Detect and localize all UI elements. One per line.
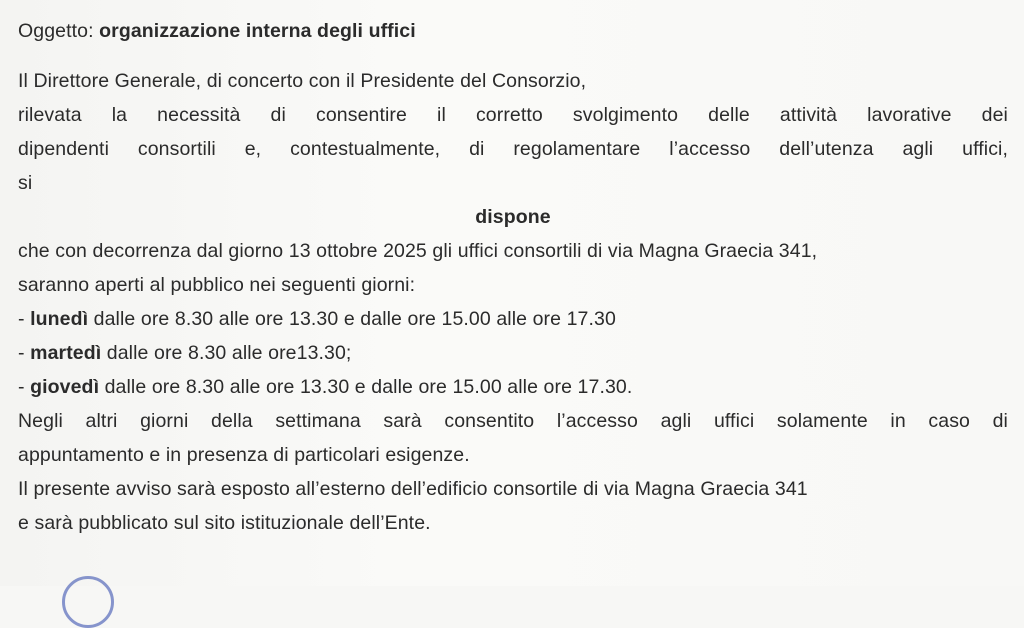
stamp-mark [62, 576, 114, 628]
subject-label: Oggetto: [18, 20, 94, 42]
subject-line [18, 14, 1008, 48]
schedule-day: lunedì [30, 308, 89, 330]
schedule-item-thursday [18, 370, 1008, 404]
schedule-hours: dalle ore 8.30 alle ore13.30; [101, 342, 352, 364]
intro-line-2: rilevata la necessità di consentire il corretto svolgimento delle attività lavorative dei [18, 104, 1008, 126]
closing-line-1: Negli altri giorni della settimana sarà consentito l’accesso agli uffici solamente in caso di [18, 410, 1008, 432]
body-line-1: che con decorrenza dal giorno 13 ottobre 2025 gli uffici consortili di via Magna Graecia 341, [18, 240, 818, 262]
schedule-day: giovedì [30, 376, 100, 398]
schedule-item-tuesday [18, 336, 1008, 370]
closing-line-4: e sarà pubblicato sul sito istituzionale dell’Ente. [18, 512, 431, 534]
schedule-prefix: - [18, 376, 31, 398]
section-heading: dispone [475, 206, 551, 228]
intro-line-3: dipendenti consortili e, contestualmente, di regolamentare l’accesso dell’utenza agli uffici, [18, 138, 1008, 160]
intro-line-4: si [18, 172, 33, 194]
schedule-hours: dalle ore 8.30 alle ore 13.30 e dalle ore 15.00 alle ore 17.30 [88, 308, 616, 330]
closing-line-2: appuntamento e in presenza di particolari esigenze. [18, 444, 470, 466]
document-body [18, 14, 1008, 540]
schedule-hours: dalle ore 8.30 alle ore 13.30 e dalle ore 15.00 alle ore 17.30. [99, 376, 633, 398]
schedule-item-monday [18, 302, 1008, 336]
body-line-2: saranno aperti al pubblico nei seguenti giorni: [18, 274, 416, 296]
schedule-day: martedì [30, 342, 102, 364]
schedule-prefix: - [18, 342, 31, 364]
schedule-prefix: - [18, 308, 31, 330]
subject-text: organizzazione interna degli uffici [99, 20, 416, 42]
spacer [18, 48, 1008, 64]
closing-line-3: Il presente avviso sarà esposto all’esterno dell’edificio consortile di via Magna Graecia 341 [18, 478, 808, 500]
intro-line-1: Il Direttore Generale, di concerto con il Presidente del Consorzio, [18, 70, 587, 92]
